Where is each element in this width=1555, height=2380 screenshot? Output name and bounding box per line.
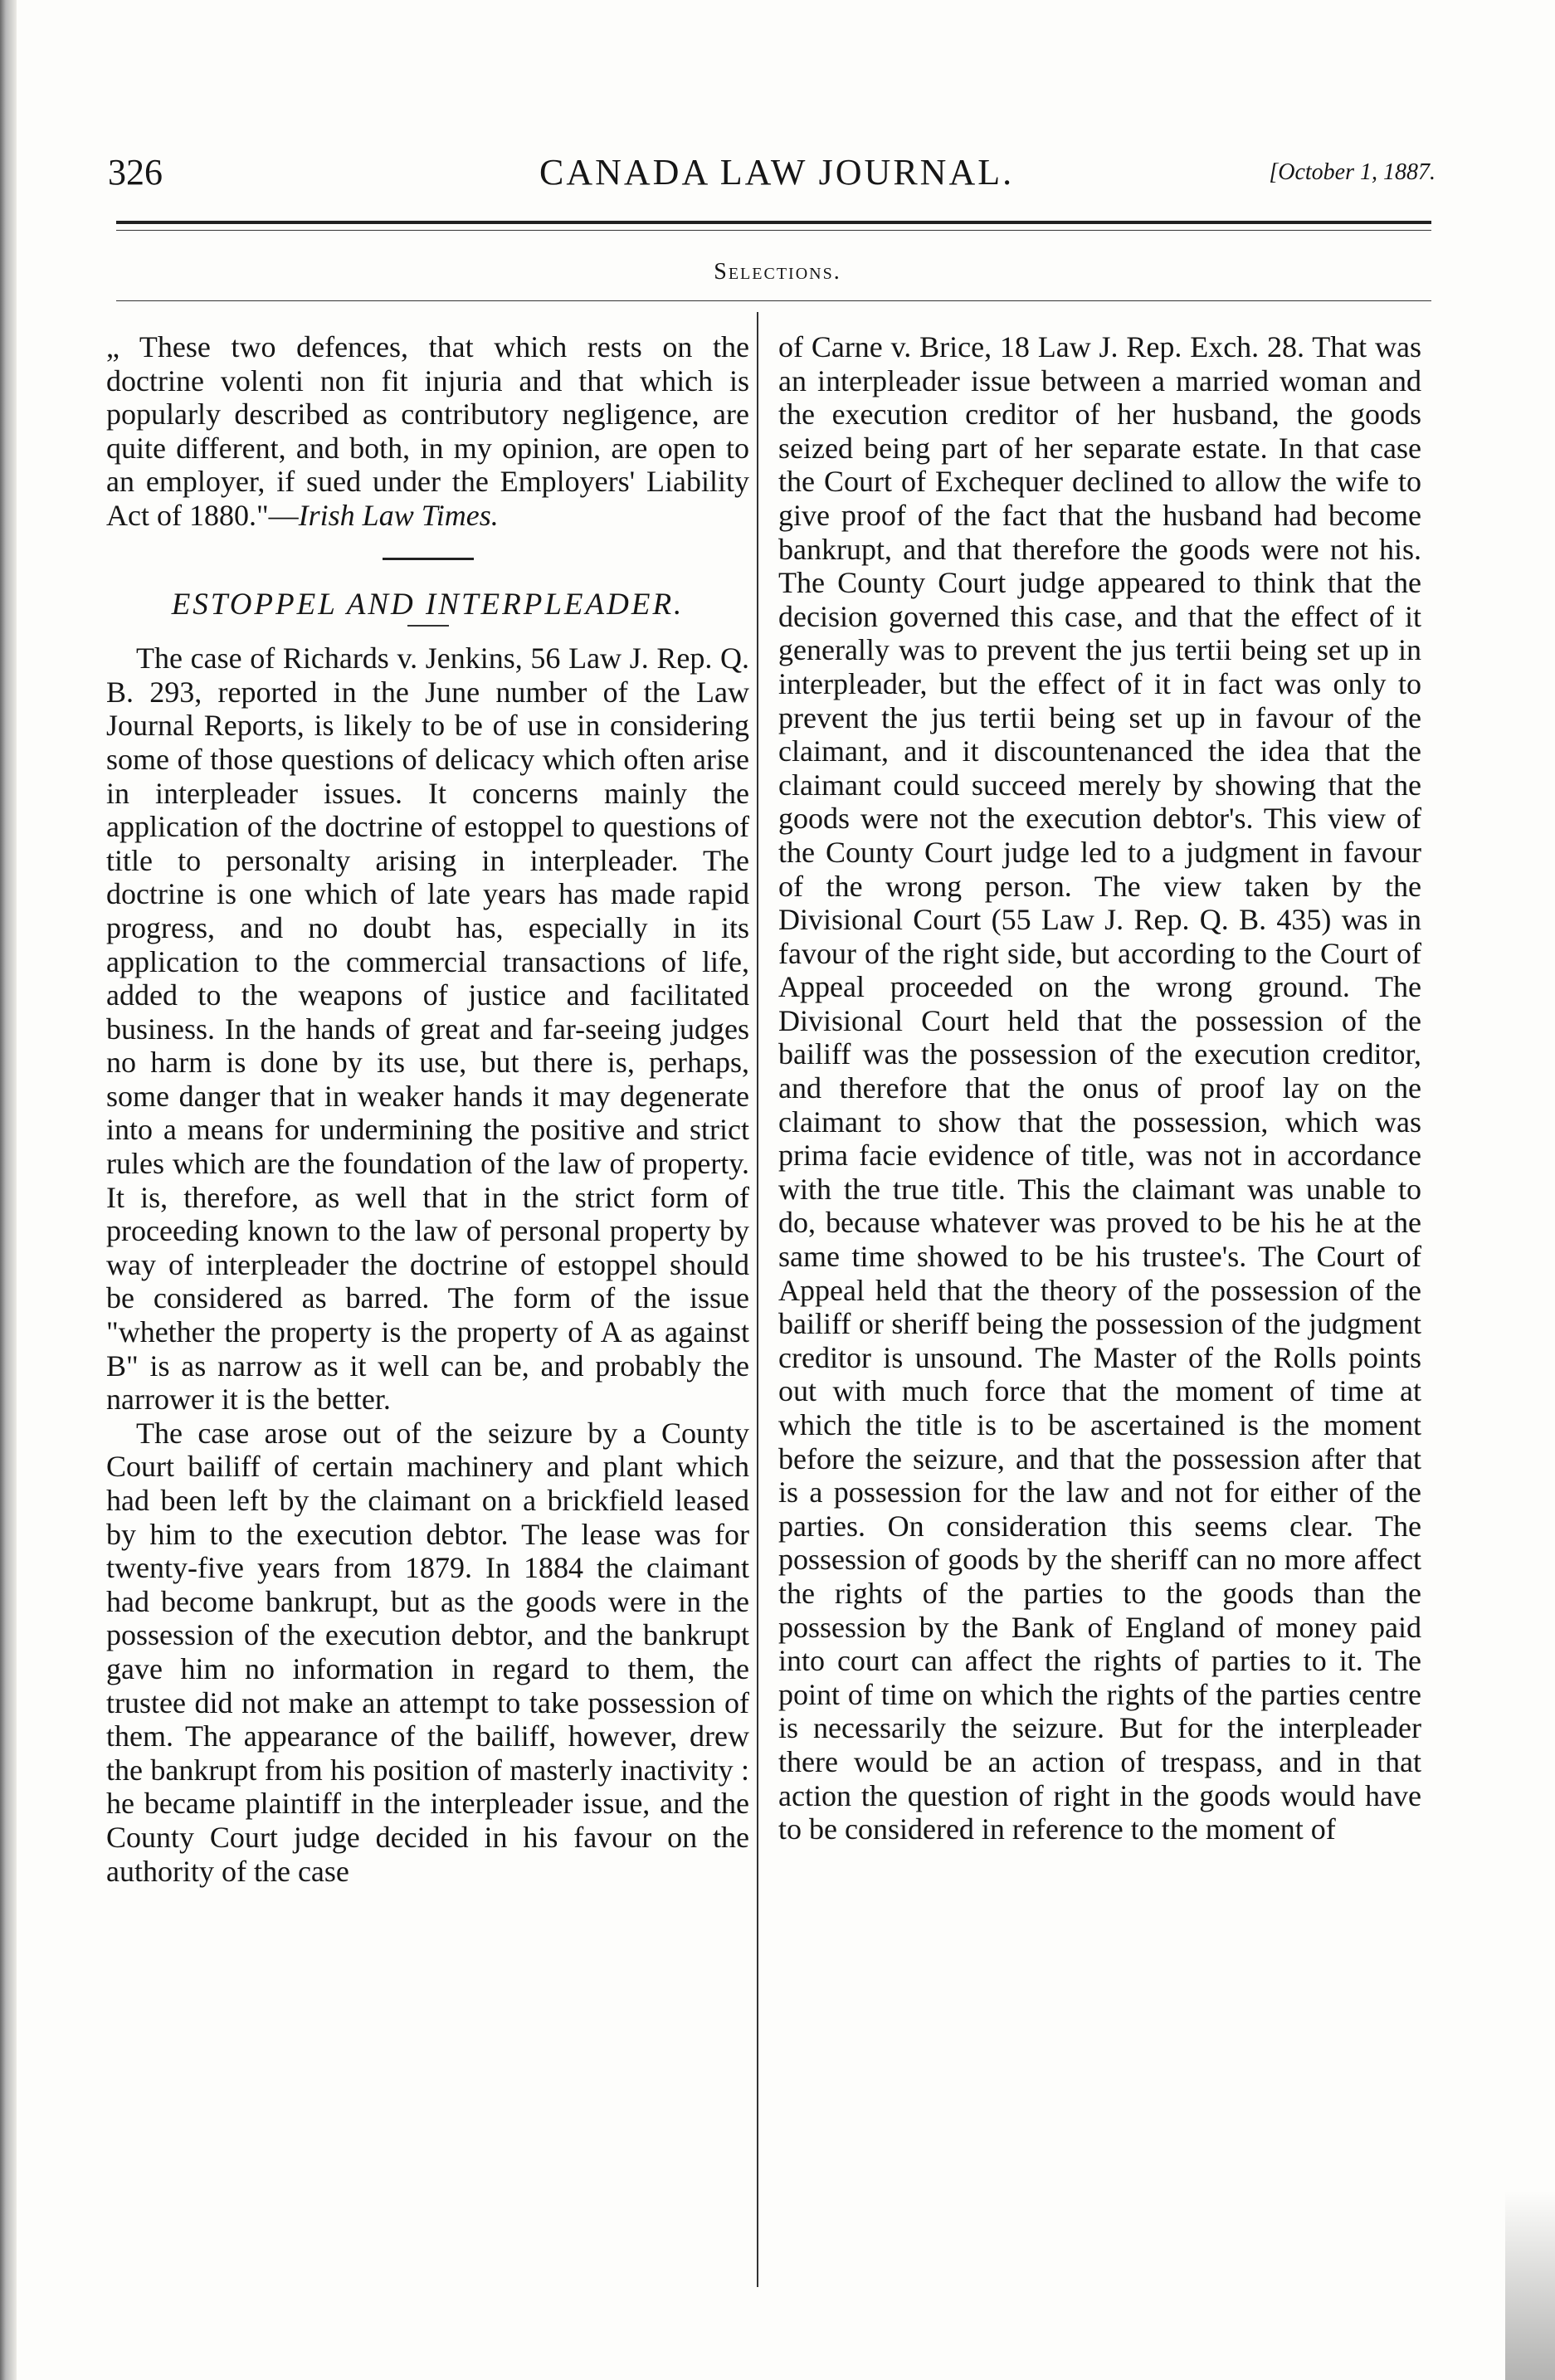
right-column (778, 330, 1421, 1846)
title-rule (407, 625, 449, 627)
page-shadow (1505, 2191, 1555, 2380)
body-paragraph-1: The case of Richards v. Jenkins, 56 Law J. Rep. Q. B. 293, reported in the June number of the Law Journal Reports, is likely to be of use in considering some of those questions of delicacy which often arise in interpleader issues. It concerns mainly the application of the doctrine of estoppel to questions of title to personalty arising in interpleader. The doctrine is one which of late years has made rapid progress, and no doubt has, especially in its application to the commercial transactions of life, added to the weapons of justice and facilitated business. In the hands of great and far-seeing judges no harm is done by its use, but there is, perhaps, some danger that in weaker hands it may degenerate into a means for undermining the positive and strict rules which are the foundation of the law of property. It is, therefore, as well that in the strict form of proceeding known to the law of personal property by way of interpleader the doctrine of estoppel should be considered as barred. The form of the issue "whether the property is the property of A as against B" is as narrow as it well can be, and probably the narrower it is the better. (106, 641, 749, 1417)
quote-paragraph (106, 330, 749, 533)
left-column (106, 330, 749, 1888)
body-paragraph-3: of Carne v. Brice, 18 Law J. Rep. Exch. 28. That was an interpleader issue between a married woman and the execution creditor of her husband, the goods seized being part of her separate estate. In that case the Court of Exchequer declined to allow the wife to give proof of the fact that the husband had become bankrupt, and that therefore the goods were not his. The County Court judge appeared to think that the decision governed this case, and that the effect of it generally was to prevent the jus tertii being set up in interpleader, but the effect of it in fact was only to prevent the jus tertii being set up in favour of the claimant, and it discountenanced the idea that the claimant could succeed merely by showing that the goods were not the execution debtor's. This view of the County Court judge led to a judgment in favour of the wrong person. The view taken by the Divisional Court (55 Law J. Rep. Q. B. 435) was in favour of the right side, but according to the Court of Appeal proceeded on the wrong ground. The Divisional Court held that the possession of the bailiff was the possession of the execution creditor, and therefore that the onus of proof lay on the claimant to show that the possession, which was prima facie evidence of title, was not in accordance with the true title. This the claimant was unable to do, because whatever was proved to be his he at the same time showed to be his trustee's. The Court of Appeal held that the theory of the possession of the bailiff or sheriff being the possession of the judgment creditor is unsound. The Master of the Rolls points out with much force that the moment of time at which the title is to be ascertained is the moment before the seizure, and that the possession after that is a possession for the law and not for either of the parties. On consideration this seems clear. The possession of goods by the sheriff can no more affect the rights of the parties to the goods than the possession by the Bank of England of money paid into court can affect the rights of parties to it. The point of time on which the rights of the parties centre is necessarily the seizure. But for the interpleader there would be an action of trespass, and in that action the question of right in the goods would have to be considered in reference to the moment of (778, 330, 1421, 1846)
page-number: 326 (108, 152, 163, 193)
quote-source: Irish Law Times. (298, 498, 499, 532)
page-binding-edge (0, 0, 17, 2380)
article-title: ESTOPPEL AND INTERPLEADER. (171, 587, 685, 622)
column-divider (757, 312, 758, 2287)
section-rule (116, 300, 1431, 301)
journal-title: CANADA LAW JOURNAL. (539, 152, 1015, 193)
section-heading: Selections. (714, 259, 841, 285)
separator-rule (383, 558, 474, 560)
issue-date: [October 1, 1887. (1269, 159, 1436, 185)
header-rule-thin (116, 230, 1431, 231)
quote-text: „ These two defences, that which rests on the doctrine volenti non fit injuria and that which is popularly described as contributory negligence, are quite different, and both, in my opinion, are open to an employer, if sued under the Employers' Liability Act of 1880."— (106, 330, 749, 532)
body-paragraph-2: The case arose out of the seizure by a County Court bailiff of certain machinery and plant which had been left by the claimant on a brickfield leased by him to the execution debtor. The lease was for twenty-five years from 1879. In 1884 the claimant had become bankrupt, but as the goods were in the possession of the execution debtor, and the bankrupt gave him no information in regard to them, the trustee did not make an attempt to take possession of them. The appearance of the bailiff, however, drew the bankrupt from his position of masterly inactivity : he became plaintiff in the interpleader issue, and the County Court judge decided in his favour on the authority of the case (106, 1416, 749, 1888)
running-header (108, 151, 1436, 209)
header-rule-thick (116, 221, 1431, 224)
